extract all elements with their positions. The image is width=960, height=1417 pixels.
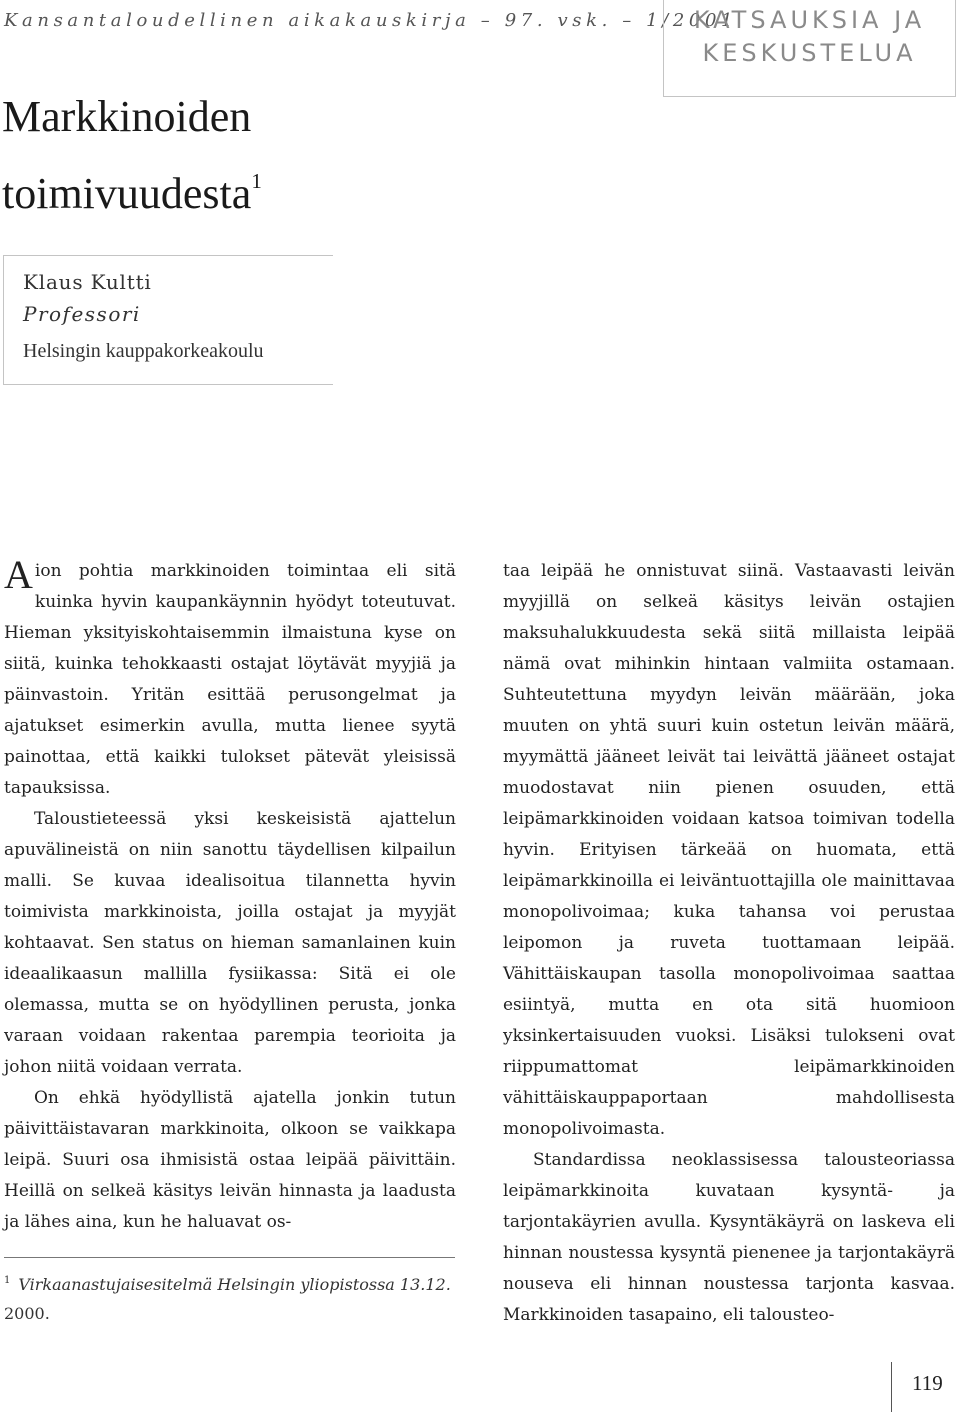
drop-cap: A [4,552,33,597]
section-label [663,0,956,97]
journal-header: Kansantaloudellinen aikakauskirja – 97. vsk. – 1/2001 [4,10,738,31]
article-title [2,84,262,226]
body-column-right [503,556,955,1331]
paragraph-text: ion pohtia markkinoiden toimintaa eli sitä kuinka hyvin kaupankäynnin hyödyt toteutuvat. Hieman yksityiskohtaisemmin ilmaistuna kyse on siitä, kuinka tehokkaasti ostajat löytävät myyjiä ja päinvastoin. Yritän esittää perusongelmat ja ajatukset esimerkin avulla, mutta lienee syytä painottaa, että kaikki tulokset pätevät yleisissä tapauksissa. [4,561,456,798]
title-footnote-mark: 1 [251,169,262,193]
paragraph: Taloustieteessä yksi keskeisistä ajattelun apuvälineistä on niin sanottu täydellisen kilpailun malli. Se kuvaa idealisoitua tilannetta hyvin toimivista markkinoista, joilla ostajat ja myyjät kohtaavat. Sen status on hieman samanlainen kuin ideaalikaasun mallilla fysiikassa: Sitä ei ole olemassa, mutta se on hyödyllinen perusta, jonka varaan voidaan rakentaa parempia teorioita ja johon niitä voidaan verrata. [4,809,456,1077]
author-affiliation: Helsingin kauppakorkeakoulu [23,340,264,362]
page-number-divider [891,1362,892,1412]
paragraph: taa leipää he onnistuvat siinä. Vastaavasti leivän myyjillä on selkeä käsitys leivän ostajien maksuhalukkuudesta sekä siitä millaista leipää nämä ovat mihinkin hintaan valmiita ostamaan. Suhteutettuna myydyn leivän määrään, joka muuten on yhtä suuri kuin ostetun leivän määrä, myymättä jääneet leivät tai leivättä jääneet ostajat muodostavat niin pienen osuuden, että leipämarkkinoiden voidaan katsoa toimivan todella hyvin. Erityisen tärkeää on huomata, että leipämarkkinoilla ei leiväntuottajilla ole mainittavaa monopolivoimaa; kuka tahansa voi perustaa leipomon ja ruveta tuottamaan leipää. Vähittäiskaupan tasolla monopolivoimaa saattaa esiintyä, mutta en ota sitä huomioon yksinkertaisuuden vuoksi. Lisäksi tulokseni ovat riippumattomat leipämarkkinoiden vähittäiskauppaportaan mahdollisesta monopolivoimasta. [503,561,955,1139]
author-block [3,255,333,385]
author-role: Professori [23,302,141,326]
body-column-left [4,552,456,1238]
paragraph: Standardissa neoklassisessa talousteoriassa leipämarkkinoita kuvataan kysyntä- ja tarjontakäyrien avulla. Kysyntäkäyrä on laskeva eli hinnan noustessa kysyntä pienenee ja tarjontakäyrä nouseva eli hinnan noustessa tarjonta kasvaa. Markkinoiden tasapaino, eli talousteo- [503,1150,955,1325]
paragraph: On ehkä hyödyllistä ajatella jonkin tutun päivittäistavaran markkinoita, olkoon se vaikkapa leipä. Suuri osa ihmisistä ostaa leipää päivittäin. Heillä on selkeä käsitys leivän hinnasta ja laadusta ja lähes aina, kun he haluavat os- [4,1088,456,1232]
title-line1: Markkinoiden [2,92,252,141]
title-line2-text: toimivuudesta [2,169,252,218]
paragraph [4,552,456,804]
page-number: 119 [912,1371,943,1395]
footnote [4,1266,456,1328]
author-name: Klaus Kultti [23,270,152,294]
title-line2 [2,149,262,226]
section-label-line2: KESKUSTELUA [702,39,917,67]
section-label-line1: KATSAUKSIA JA [693,6,926,34]
footnote-text: Virkaanastujaisesitelmä Helsingin yliopistossa 13.12. [18,1275,451,1294]
footnote-mark: 1 [4,1275,11,1286]
footnote-divider [4,1257,455,1258]
footnote-year: 2000. [4,1304,50,1323]
